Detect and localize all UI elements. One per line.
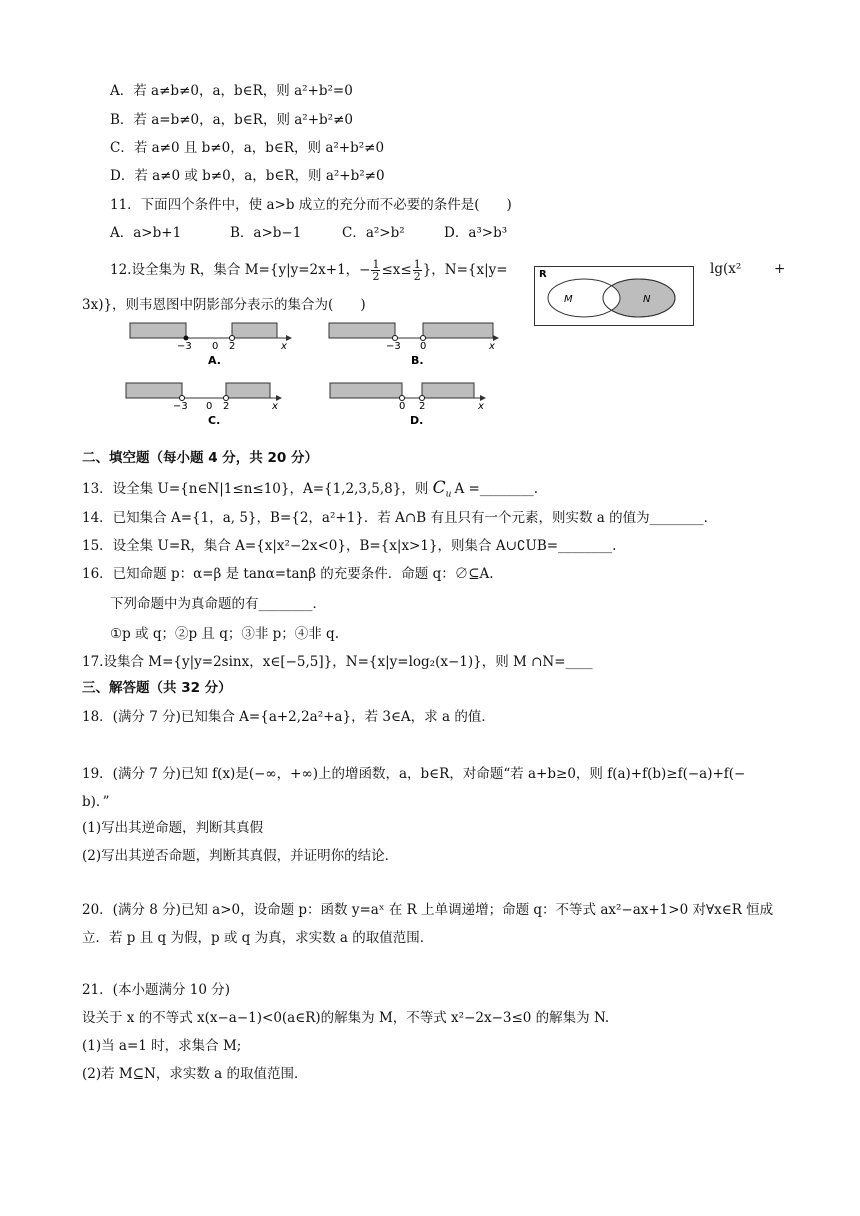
q11-option-c: C．a²>b² (342, 225, 405, 241)
q13-suffix: A =________. (454, 481, 539, 497)
axis-label-b: x (489, 341, 495, 352)
q16-line2: 下列命题中为真命题的有________． (110, 596, 326, 612)
q19-line2: b)．” (82, 794, 110, 810)
tick-label-c-2: 0 (206, 401, 213, 412)
q12-stem (110, 259, 508, 282)
q11-option-d: D．a³>b³ (444, 225, 508, 241)
axis-label-c: x (272, 401, 278, 412)
endpoint-open-a (230, 336, 235, 341)
venn-label-m: M (564, 294, 573, 305)
shade-right-c (226, 383, 270, 398)
shade-left-b (329, 323, 395, 338)
tick-label-d-2: 2 (419, 401, 426, 412)
q11-stem: 11．下面四个条件中，使 a>b 成立的充分而不必要的条件是( ) (110, 197, 512, 213)
q12-frac2-num: 1 (413, 258, 421, 271)
q16-line3: ①p 或 q；②p 且 q；③非 p；④非 q. (110, 626, 339, 642)
q20-line1: 20．(满分 8 分)已知 a>0，设命题 p：函数 y=aˣ 在 R 上单调递增；命题 q：不等式 ax²−ax+1>0 对∀x∈R 恒成 (82, 902, 774, 918)
endpoint-open-d-1 (400, 396, 405, 401)
q19-line3: (1)写出其逆命题，判断其真假 (82, 820, 264, 836)
q12-stem-part4: + (774, 261, 786, 277)
shade-right-d (422, 383, 474, 398)
q10-option-b: B．若 a=b≠0，a，b∈R，则 a²+b²≠0 (110, 112, 353, 128)
q10-option-c: C．若 a≠0 且 b≠0，a，b∈R，则 a²+b²≠0 (110, 140, 385, 156)
endpoint-open-c-2 (224, 396, 229, 401)
shade-left-d (330, 383, 402, 398)
venn-diagram (534, 266, 694, 326)
q13-complement-symbol: C (432, 478, 446, 498)
q11-option-a: A．a>b+1 (110, 225, 182, 241)
tick-label-c-3: 2 (223, 401, 230, 412)
tick-label-d-1: 0 (399, 401, 406, 412)
q13-prefix: 13．设全集 U={n∈N|1≤n≤10}，A={1,2,3,5,8}，则 (82, 481, 433, 497)
q10-option-d: D．若 a≠0 或 b≠0，a，b∈R，则 a²+b²≠0 (110, 168, 385, 184)
q12-stem-line2: 3x)}，则韦恩图中阴影部分表示的集合为( ) (82, 297, 366, 313)
venn-label-n: N (643, 294, 651, 305)
q11-option-b: B．a>b−1 (230, 225, 302, 241)
tick-label-a-3: 2 (229, 341, 236, 352)
q12-stem-mid: ≤x≤ (381, 262, 412, 278)
figure-label-c: C. (208, 414, 221, 427)
figure-label-b: B. (411, 354, 424, 367)
q19-line1: 19．(满分 7 分)已知 f(x)是(−∞，+∞)上的增函数，a，b∈R，对命题“若 a+b≥0，则 f(a)+f(b)≥f(−a)+f(− (82, 766, 746, 782)
endpoint-open-d-2 (420, 396, 425, 401)
q21-line4: (2)若 M⊆N，求实数 a 的取值范围． (82, 1066, 308, 1082)
number-line-a (128, 318, 298, 370)
figure-label-d: D. (410, 414, 424, 427)
shade-right-b (423, 323, 493, 338)
tick-label-b-2: 0 (420, 341, 427, 352)
q18: 18．(满分 7 分)已知集合 A={a+2,2a²+a}，若 3∈A，求 a 的值． (82, 709, 495, 725)
shade-right-a (232, 323, 277, 338)
tick-label-a-1: −3 (177, 341, 192, 352)
tick-label-c-1: −3 (173, 401, 188, 412)
q17: 17.设集合 M={y|y=2sinx，x∈[−5,5]}，N={x|y=log₂(x−1)}，则 M ∩N=____ (82, 654, 593, 670)
shade-left-c (126, 383, 182, 398)
number-line-b (327, 318, 507, 370)
endpoint-open-b-2 (421, 336, 426, 341)
q13 (82, 478, 538, 505)
q12-frac1-den: 2 (372, 270, 380, 283)
q12-fraction-1 (371, 259, 380, 282)
endpoint-open-b-1 (393, 336, 398, 341)
q21-line3: (1)当 a=1 时，求集合 M; (82, 1038, 242, 1054)
axis-label-a: x (281, 341, 287, 352)
q20-line2: 立．若 p 且 q 为假，p 或 q 为真，求实数 a 的取值范围． (82, 930, 434, 946)
q19-line4: (2)写出其逆否命题，判断其真假，并证明你的结论． (82, 848, 399, 864)
endpoint-open-c-1 (180, 396, 185, 401)
venn-universe-label: R (539, 269, 547, 280)
number-line-d (328, 378, 493, 430)
q12-frac1-num: 1 (372, 258, 380, 271)
q21-line2: 设关于 x 的不等式 x(x−a−1)<0(a∈R)的解集为 M，不等式 x²−2x−3≤0 的解集为 N. (82, 1010, 610, 1026)
figure-label-a: A. (208, 354, 221, 367)
q10-option-a: A．若 a≠b≠0，a，b∈R，则 a²+b²=0 (110, 83, 353, 99)
endpoint-closed-a (184, 336, 189, 341)
tick-label-a-2: 0 (212, 341, 219, 352)
q15: 15．设全集 U=R，集合 A={x|x²−2x<0}，B={x|x>1}，则集合 A∪∁UB=________. (82, 538, 617, 554)
tick-label-b-1: −3 (386, 341, 401, 352)
shade-left-a (130, 323, 186, 338)
q12-fraction-2 (413, 259, 422, 282)
q12-stem-part1: 12.设全集为 R，集合 M={y|y=2x+1，− (110, 262, 371, 278)
number-line-c (124, 378, 289, 430)
axis-label-d: x (478, 401, 484, 412)
q12-stem-part2: }，N={x|y= (422, 262, 508, 278)
q14: 14．已知集合 A={1，a, 5}，B={2，a²+1}．若 A∩B 有且只有一个元素，则实数 a 的值为________． (82, 510, 718, 526)
section-3-heading: 三、解答题（共 32 分） (82, 680, 232, 696)
q12-stem-part3: lg(x² (710, 261, 742, 277)
q12-frac2-den: 2 (413, 270, 421, 283)
q13-complement-sub: u (445, 489, 452, 500)
q16-line1: 16．已知命题 p：α=β 是 tanα=tanβ 的充要条件．命题 q：∅⊆A. (82, 566, 494, 582)
q21-line1: 21．(本小题满分 10 分) (82, 982, 230, 998)
section-2-heading: 二、填空题（每小题 4 分，共 20 分） (82, 450, 318, 466)
